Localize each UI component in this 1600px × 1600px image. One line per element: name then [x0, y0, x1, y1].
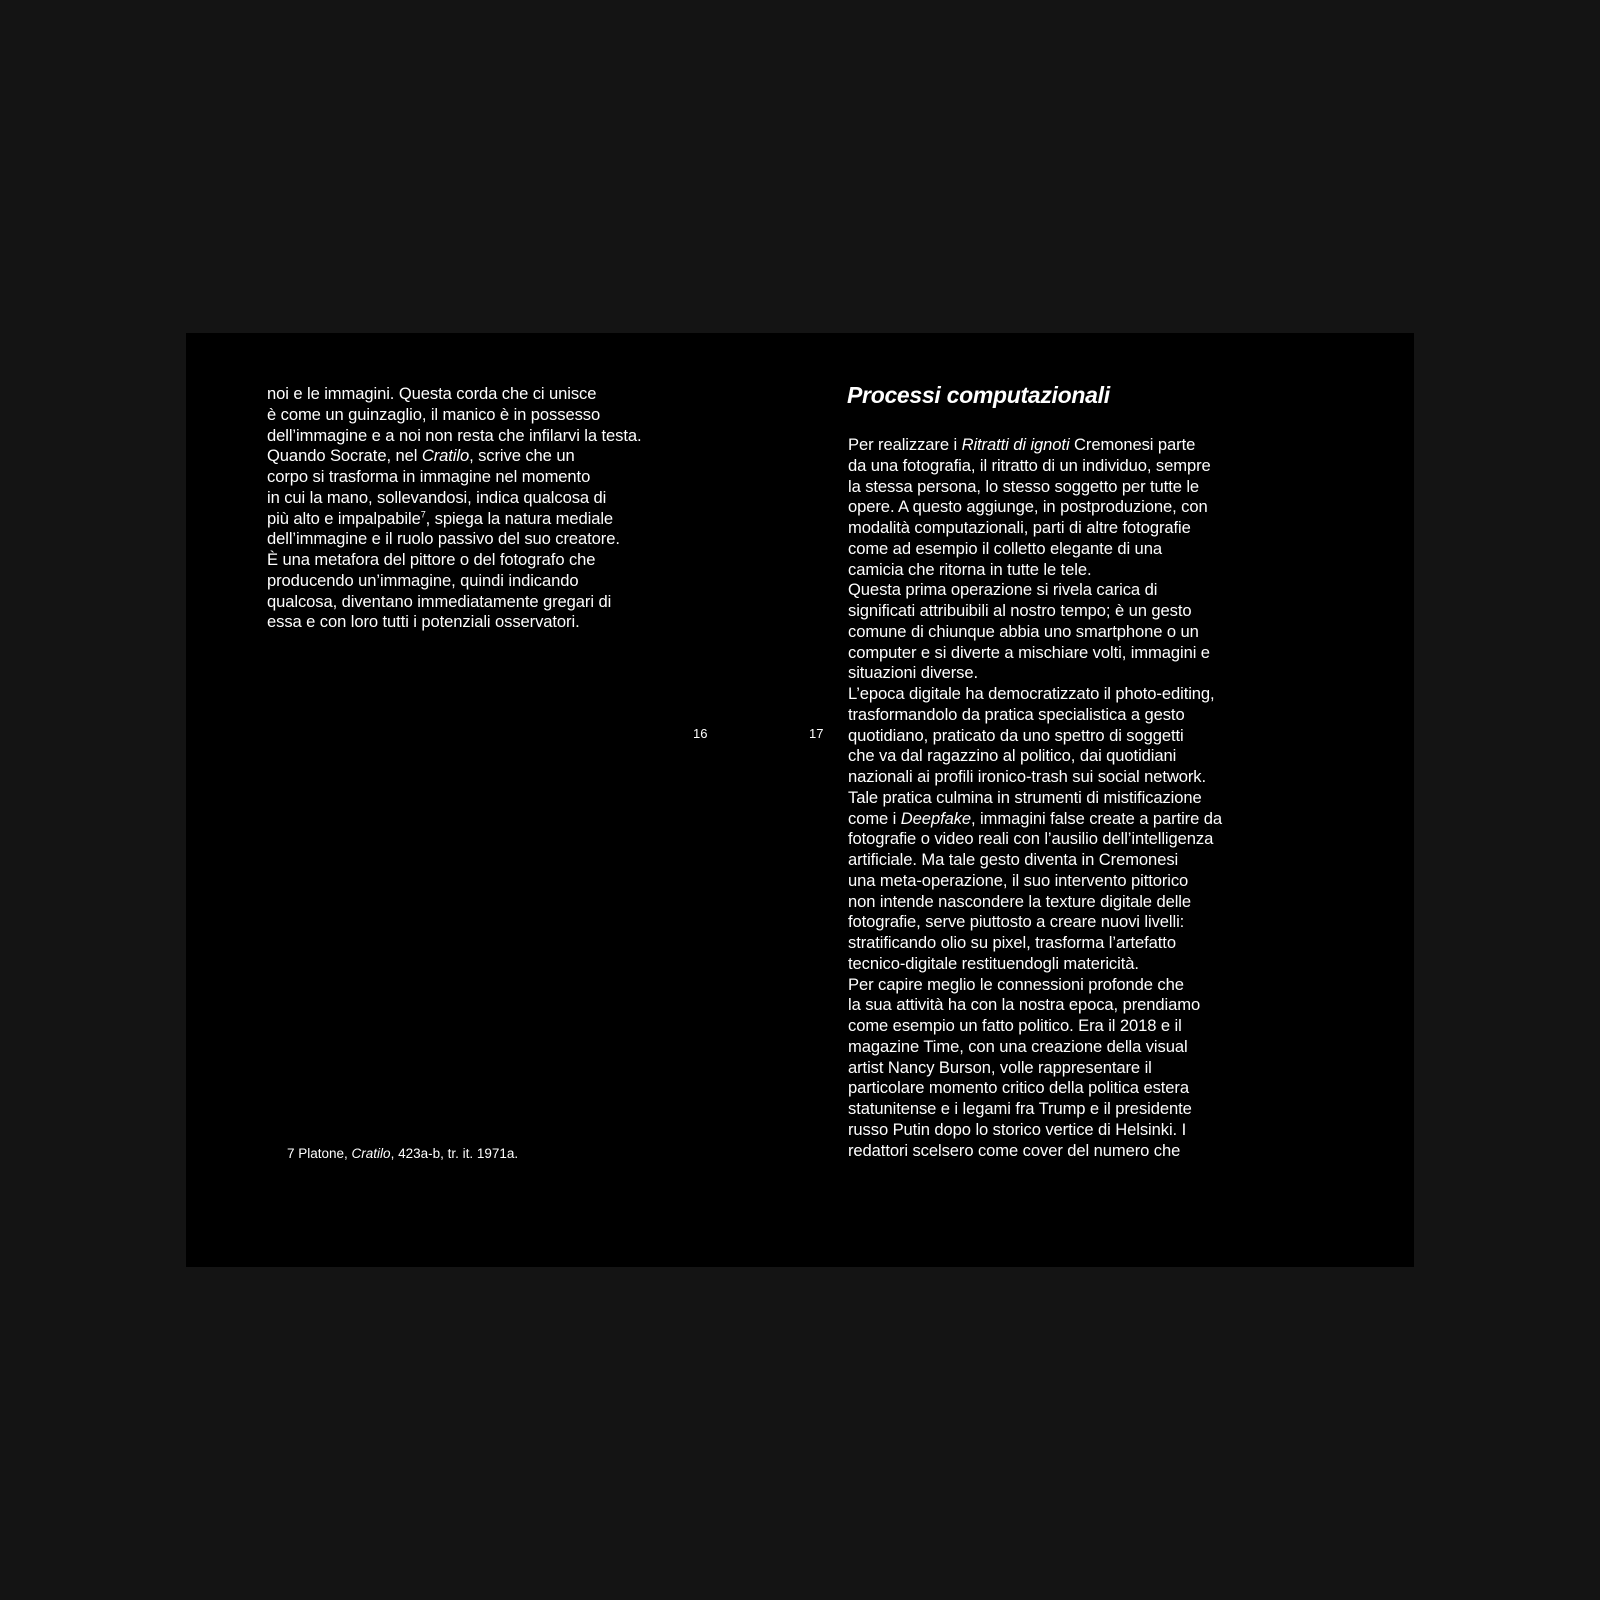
left-body-text [267, 384, 687, 633]
line-italic-title: Deepfake [900, 808, 972, 828]
text-line [848, 435, 1268, 456]
text-line: Tale pratica culmina in strumenti di mistificazione [848, 787, 1202, 807]
text-line: fotografie, serve piuttosto a creare nuovi livelli: [848, 912, 1185, 932]
text-line: opere. A questo aggiunge, in postproduzione, con [848, 497, 1208, 517]
line-text-before: Quando Socrate, nel [267, 446, 422, 466]
text-line: essa e con loro tutti i potenziali osservatori. [267, 612, 580, 632]
footnote [287, 1146, 518, 1161]
text-line: statunitense e i legami fra Trump e il presidente [848, 1099, 1192, 1118]
text-line: come ad esempio il colletto elegante di una [848, 538, 1162, 558]
line-italic-title: Ritratti di ignoti [961, 435, 1070, 454]
right-body-text [848, 435, 1268, 1161]
text-line: modalità computazionali, parti di altre fotografie [848, 518, 1191, 537]
text-line: la sua attività ha con la nostra epoca, prendiamo [848, 995, 1201, 1015]
line-text-after: , spiega la natura mediale [425, 508, 614, 528]
text-line: da una fotografia, il ritratto di un individuo, sempre [848, 455, 1211, 475]
text-line: è come un guinzaglio, il manico è in possesso [267, 404, 601, 424]
text-line: russo Putin dopo lo storico vertice di Helsinki. I [848, 1119, 1187, 1139]
footnote-suffix: , 423a-b, tr. it. 1971a. [390, 1146, 519, 1161]
text-line: L’epoca digitale ha democratizzato il photo-editing, [848, 684, 1215, 703]
text-line: tecnico-digitale restituendogli matericità. [848, 953, 1139, 973]
chapter-title: Processi computazionali [847, 382, 1110, 408]
line-text-before: come i [848, 808, 901, 828]
text-line: camicia che ritorna in tutte le tele. [848, 559, 1092, 579]
text-line: artificiale. Ma tale gesto diventa in Cremonesi [848, 850, 1179, 869]
line-italic-title: Cratilo [421, 446, 470, 466]
text-line: come esempio un fatto politico. Era il 2018 e il [848, 1016, 1182, 1035]
text-line: dell’immagine e il ruolo passivo del suo creatore. [267, 529, 620, 549]
text-line: È una metafora del pittore o del fotografo che [267, 550, 596, 569]
text-line: artist Nancy Burson, volle rappresentare il [848, 1057, 1152, 1077]
text-line: noi e le immagini. Questa corda che ci unisce [267, 384, 597, 403]
footnote-reference: 7 [420, 508, 426, 519]
text-line: producendo un’immagine, quindi indicando [267, 570, 579, 590]
left-page [186, 333, 800, 1267]
line-text-before: più alto e impalpabile [267, 508, 421, 528]
page-number-right: 17 [809, 726, 824, 741]
text-line: magazine Time, con una creazione della visual [848, 1036, 1188, 1056]
text-line: Questa prima operazione si rivela carica di [848, 580, 1158, 600]
text-line: nazionali ai profili ironico-trash sui social network. [848, 767, 1206, 786]
text-line: dell’immagine e a noi non resta che infilarvi la testa. [267, 425, 642, 445]
line-text-before: Per realizzare i [848, 435, 962, 454]
footnote-prefix: 7 Platone, [287, 1146, 352, 1161]
text-line: comune di chiunque abbia uno smartphone o un [848, 621, 1199, 641]
text-line: fotografie o video reali con l’ausilio dell’intelligenza [848, 829, 1214, 849]
text-line: trasformandolo da pratica specialistica a gesto [848, 704, 1185, 724]
book-spread [186, 333, 1414, 1267]
page-number-left: 16 [693, 726, 708, 741]
text-line [848, 809, 1268, 830]
text-line: corpo si trasforma in immagine nel momento [267, 467, 591, 486]
text-line: in cui la mano, sollevandosi, indica qualcosa di [267, 487, 607, 507]
text-line: significati attribuibili al nostro tempo; è un gesto [848, 601, 1192, 620]
text-line: qualcosa, diventano immediatamente gregari di [267, 591, 612, 611]
text-line: la stessa persona, lo stesso soggetto per tutte le [848, 476, 1200, 496]
footnote-title: Cratilo [351, 1146, 391, 1161]
line-text-after: , immagini false create a partire da [971, 808, 1222, 828]
line-text-after: , scrive che un [469, 446, 575, 466]
line-text-after: Cremonesi parte [1069, 435, 1196, 454]
text-line: non intende nascondere la texture digitale delle [848, 891, 1191, 911]
text-line: redattori scelsero come cover del numero che [848, 1140, 1181, 1160]
text-line: Per capire meglio le connessioni profonde che [848, 974, 1184, 994]
text-line: stratificando olio su pixel, trasforma l’artefatto [848, 933, 1176, 952]
text-line: quotidiano, praticato da uno spettro di soggetti [848, 725, 1184, 745]
text-line: situazioni diverse. [848, 663, 978, 683]
text-line: computer e si diverte a mischiare volti, immagini e [848, 642, 1210, 662]
text-line [267, 509, 687, 530]
text-line [267, 446, 687, 467]
text-line: una meta-operazione, il suo intervento pittorico [848, 870, 1189, 890]
right-page [800, 333, 1414, 1267]
text-line: particolare momento critico della politica estera [848, 1078, 1189, 1098]
text-line: che va dal ragazzino al politico, dai quotidiani [848, 746, 1177, 766]
